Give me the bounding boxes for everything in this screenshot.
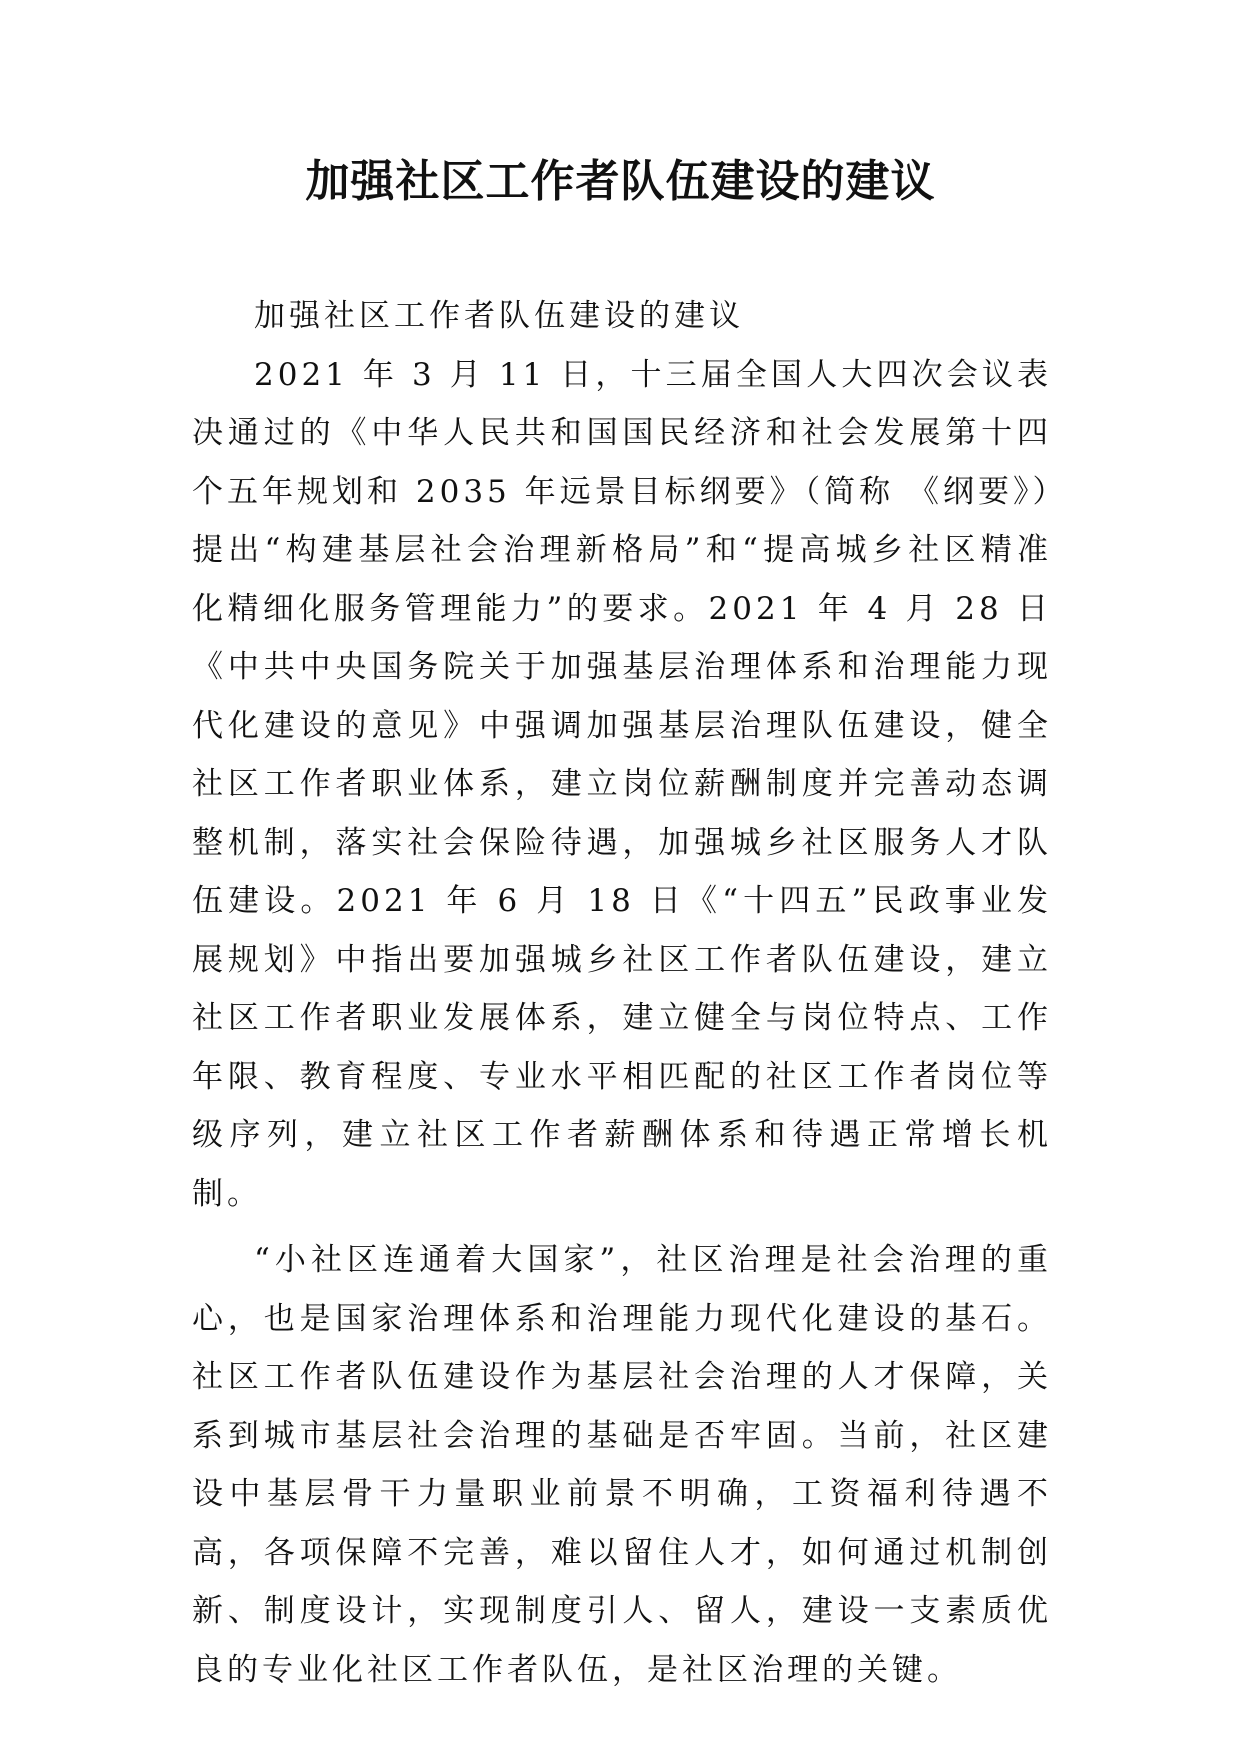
document-body xyxy=(192,287,1052,1699)
paragraph-subtitle: 加强社区工作者队伍建设的建议 xyxy=(254,298,744,334)
paragraph-background: 2021 年 3 月 11 日，十三届全国人大四次会议表决通过的《中华人民共和国国民经济和社会发展第十四个五年规划和 2035 年远景目标纲要》（简称 《纲要》）提出“构建基层社会治理新格局”和“提高城乡社区精准化精细化服务管理能力”的要求。2021 年 4 月 28 日《中共中央国务院关于加强基层治理体系和治理能力现代化建设的意见》中强调加强基层治理队伍建设，健全社区工作者职业体系，建立岗位薪酬制度并完善动态调整机制，落实社会保险待遇，加强城乡社区服务人才队伍建设。2021 年 6 月 18 日《“十四五”民政事业发展规划》中指出要加强城乡社区工作者队伍建设，建立社区工作者职业发展体系，建立健全与岗位特点、工作年限、教育程度、专业水平相匹配的社区工作者岗位等级序列，建立社区工作者薪酬体系和待遇正常增长机制。 xyxy=(192,356,1052,1212)
paragraph-significance: “小社区连通着大国家”，社区治理是社会治理的重心，也是国家治理体系和治理能力现代化建设的基石。社区工作者队伍建设作为基层社会治理的人才保障，关系到城市基层社会治理的基础是否牢固。当前，社区建设中基层骨干力量职业前景不明确，工资福利待遇不高，各项保障不完善，难以留住人才，如何通过机制创新、制度设计，实现制度引人、留人，建设一支素质优良的专业化社区工作者队伍，是社区治理的关键。 xyxy=(192,1242,1052,1688)
document-title: 加强社区工作者队伍建设的建议 xyxy=(305,156,936,207)
